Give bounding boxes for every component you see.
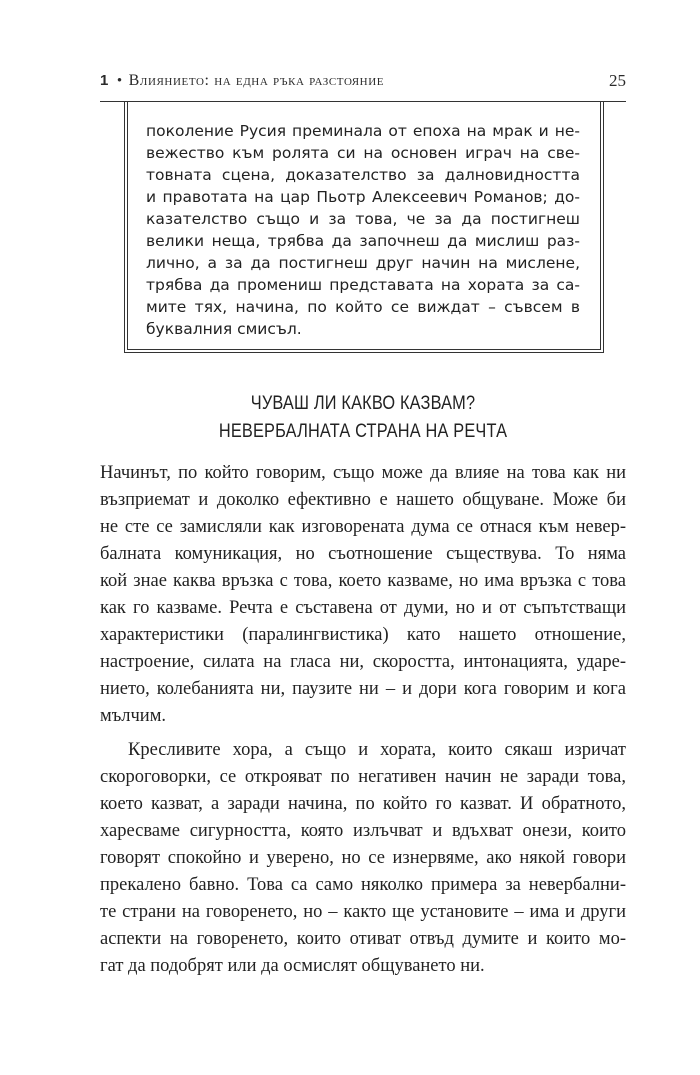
- paragraph-1-line: мълчим.: [100, 706, 167, 726]
- header-bullet: •: [116, 73, 123, 89]
- quote-line: мите тях, начина, по който се виждат – съвсем в: [146, 298, 580, 316]
- paragraph-1-line: възприемат и доколко ефективно е нашето общуване. Може би: [100, 490, 626, 510]
- paragraph-1-line: кой знае каква връзка с това, което казваме, но има връзка с това: [100, 571, 626, 591]
- chapter-title: Влиянието: на една ръка разстояние: [128, 72, 385, 89]
- chapter-number: 1: [100, 72, 109, 89]
- paragraph-1-line: Начинът, по който говорим, също може да влияе на това как ни: [100, 463, 626, 483]
- quote-line: лично, а за да постигнеш друг начин на мислене,: [146, 254, 580, 272]
- quote-line: вежество към ролята си на основен играч на све-: [146, 144, 580, 162]
- quote-line: и правотата на цар Пьотр Алексеевич Романов; до-: [146, 188, 580, 206]
- paragraph-1-line: балната комуникация, но съотношение съществува. То няма: [100, 544, 626, 564]
- paragraph-2-line: те страни на говоренето, но – както ще установите – има и други: [100, 902, 626, 922]
- quote-line: велики неща, трябва да започнеш да мислиш раз-: [146, 232, 580, 250]
- paragraph-1-line: нието, колебанията ни, паузите ни – и дори кога говорим и кога: [100, 679, 626, 699]
- paragraph-2-line: гат да подобрят или да осмислят общуването ни.: [100, 956, 485, 976]
- paragraph-2-line: което казват, а заради начина, по който го казват. И обратното,: [100, 794, 626, 814]
- quote-line: трябва да промениш представата на хората за са-: [146, 276, 580, 294]
- paragraph-1-line: настроение, силата на гласа ни, скоростта, интонацията, ударе-: [100, 652, 626, 672]
- paragraph-2-line: аспекти на говоренето, които отиват отвъд думите и които мо-: [100, 929, 626, 949]
- paragraph-2-line: харесваме сигурността, която излъчват и вдъхват онези, които: [100, 821, 626, 841]
- paragraph-2-line: прекалено бавно. Това са само няколко примера за невербални-: [100, 875, 626, 895]
- paragraph-2-line: говорят спокойно и уверено, но се изнервяме, ако някой говори: [100, 848, 626, 868]
- paragraph-2-line: скороговорки, се открояват по негативен начин не заради това,: [100, 767, 626, 787]
- paragraph-2-line: Кресливите хора, а също и хората, които сякаш изричат: [128, 740, 626, 760]
- paragraph-1-line: характеристики (паралингвистика) като нашето отношение,: [100, 625, 626, 645]
- quote-line: казателство също и за това, че за да постигнеш: [146, 210, 580, 228]
- quote-line: поколение Русия преминала от епоха на мрак и не-: [146, 122, 580, 140]
- quote-line: буквалния смисъл.: [146, 320, 302, 338]
- section-heading-line-1: ЧУВАШ ЛИ КАКВО КАЗВАМ?: [250, 393, 476, 414]
- paragraph-1-line: как го казваме. Речта е съставена от думи, но и от съпътстващи: [100, 598, 626, 618]
- running-header: [100, 72, 626, 94]
- section-heading-line-2: НЕВЕРБАЛНАТА СТРАНА НА РЕЧТА: [218, 421, 508, 442]
- chapter-running-title: [100, 72, 384, 90]
- paragraph-1-line: не сте се замисляли как изговорената дума се отнася към невер-: [100, 517, 626, 537]
- page-number: 25: [609, 71, 626, 90]
- quote-line: товната сцена, доказателство за далновидността: [146, 166, 580, 184]
